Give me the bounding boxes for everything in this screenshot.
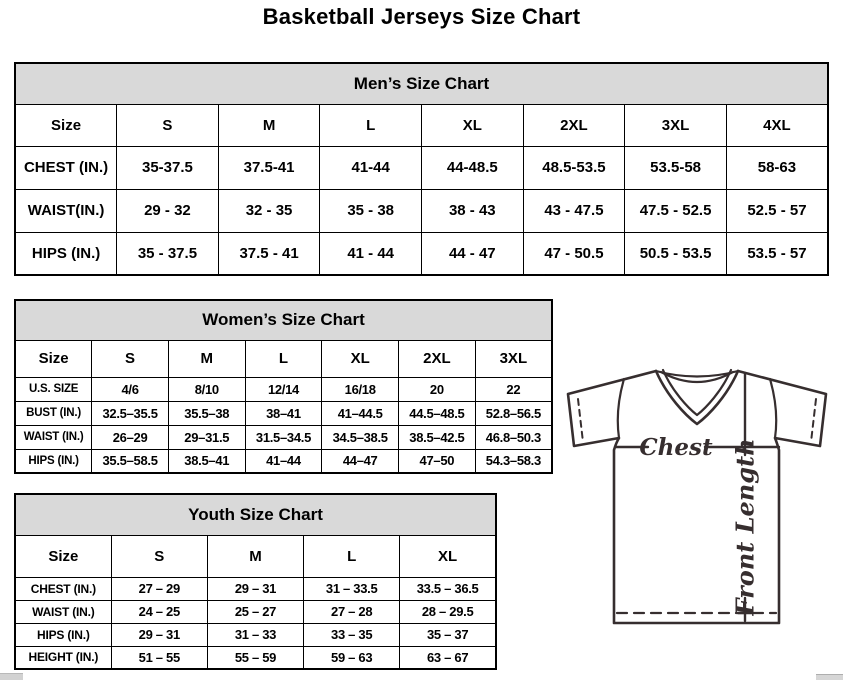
youth-column-header: L — [304, 535, 400, 577]
men-size-header: Size — [15, 104, 117, 146]
youth-cell: 28 – 29.5 — [400, 600, 496, 623]
youth-row-label: WAIST (IN.) — [15, 600, 111, 623]
men-column-header: 4XL — [726, 104, 828, 146]
men-cell: 29 - 32 — [117, 189, 219, 232]
men-cell: 53.5 - 57 — [726, 232, 828, 275]
men-cell: 35 - 38 — [320, 189, 422, 232]
women-cell: 44–47 — [322, 449, 399, 473]
women-cell: 4/6 — [92, 377, 169, 401]
mens-table-caption-row — [15, 63, 828, 104]
women-column-header: 3XL — [475, 340, 552, 377]
men-column-header: M — [218, 104, 320, 146]
womens-table-body — [15, 377, 552, 473]
women-cell: 32.5–35.5 — [92, 401, 169, 425]
youth-row-label: HEIGHT (IN.) — [15, 646, 111, 669]
men-row-label: CHEST (IN.) — [15, 146, 117, 189]
men-cell: 53.5-58 — [625, 146, 727, 189]
women-column-header: 2XL — [399, 340, 476, 377]
women-cell: 47–50 — [399, 449, 476, 473]
women-row-label: BUST (IN.) — [15, 401, 92, 425]
cuff-dashed-left — [578, 399, 583, 442]
women-cell: 29–31.5 — [168, 425, 245, 449]
women-cell: 54.3–58.3 — [475, 449, 552, 473]
women-column-header: XL — [322, 340, 399, 377]
youth-cell: 55 – 59 — [207, 646, 303, 669]
men-cell: 43 - 47.5 — [523, 189, 625, 232]
scrollbar-fragment-right[interactable] — [816, 674, 843, 680]
armhole-seam-left — [618, 379, 624, 438]
women-table-row — [15, 377, 552, 401]
chest-label: Chest — [639, 434, 713, 461]
youth-cell: 33 – 35 — [304, 623, 400, 646]
men-cell: 41 - 44 — [320, 232, 422, 275]
women-column-header: M — [168, 340, 245, 377]
youth-cell: 25 – 27 — [207, 600, 303, 623]
youth-cell: 31 – 33.5 — [304, 577, 400, 600]
mens-size-table — [14, 62, 829, 276]
men-table-row — [15, 232, 828, 275]
youth-cell: 29 – 31 — [207, 577, 303, 600]
men-cell: 58-63 — [726, 146, 828, 189]
women-cell: 38–41 — [245, 401, 322, 425]
women-row-label: U.S. SIZE — [15, 377, 92, 401]
women-cell: 26–29 — [92, 425, 169, 449]
women-cell: 38.5–41 — [168, 449, 245, 473]
youth-column-header: XL — [400, 535, 496, 577]
womens-size-table — [14, 299, 553, 474]
jersey-measurement-diagram — [555, 358, 843, 678]
women-table-row — [15, 425, 552, 449]
youth-column-header: S — [111, 535, 207, 577]
youth-table-caption-row — [15, 494, 496, 535]
women-column-header: L — [245, 340, 322, 377]
mens-table-body — [15, 146, 828, 275]
men-table-row — [15, 189, 828, 232]
youth-cell: 59 – 63 — [304, 646, 400, 669]
men-cell: 50.5 - 53.5 — [625, 232, 727, 275]
women-cell: 20 — [399, 377, 476, 401]
youth-table-row — [15, 577, 496, 600]
women-table-row — [15, 401, 552, 425]
mens-table-caption: Men’s Size Chart — [15, 63, 828, 104]
youth-cell: 63 – 67 — [400, 646, 496, 669]
page-title: Basketball Jerseys Size Chart — [262, 4, 581, 29]
men-column-header: L — [320, 104, 422, 146]
youth-row-label: HIPS (IN.) — [15, 623, 111, 646]
youth-cell: 33.5 – 36.5 — [400, 577, 496, 600]
men-cell: 35-37.5 — [117, 146, 219, 189]
women-row-label: HIPS (IN.) — [15, 449, 92, 473]
men-cell: 52.5 - 57 — [726, 189, 828, 232]
youth-table-header-row — [15, 535, 496, 577]
youth-cell: 31 – 33 — [207, 623, 303, 646]
men-cell: 41-44 — [320, 146, 422, 189]
women-cell: 31.5–34.5 — [245, 425, 322, 449]
women-cell: 8/10 — [168, 377, 245, 401]
women-cell: 35.5–58.5 — [92, 449, 169, 473]
women-cell: 46.8–50.3 — [475, 425, 552, 449]
women-size-header: Size — [15, 340, 92, 377]
men-cell: 37.5-41 — [218, 146, 320, 189]
youth-size-table — [14, 493, 497, 670]
youth-table-row — [15, 646, 496, 669]
women-table-row — [15, 449, 552, 473]
youth-table-body — [15, 577, 496, 669]
men-cell: 38 - 43 — [422, 189, 524, 232]
youth-table-row — [15, 623, 496, 646]
youth-table-row — [15, 600, 496, 623]
men-cell: 37.5 - 41 — [218, 232, 320, 275]
men-column-header: S — [117, 104, 219, 146]
women-cell: 41–44.5 — [322, 401, 399, 425]
women-row-label: WAIST (IN.) — [15, 425, 92, 449]
women-cell: 12/14 — [245, 377, 322, 401]
womens-table-caption: Women’s Size Chart — [15, 300, 552, 340]
men-cell: 47.5 - 52.5 — [625, 189, 727, 232]
womens-table-caption-row — [15, 300, 552, 340]
women-cell: 52.8–56.5 — [475, 401, 552, 425]
youth-cell: 24 – 25 — [111, 600, 207, 623]
men-cell: 47 - 50.5 — [523, 232, 625, 275]
youth-size-header: Size — [15, 535, 111, 577]
womens-table-header-row — [15, 340, 552, 377]
youth-cell: 35 – 37 — [400, 623, 496, 646]
front-length-label: Front Length — [730, 438, 760, 616]
men-column-header: XL — [422, 104, 524, 146]
women-cell: 35.5–38 — [168, 401, 245, 425]
men-cell: 32 - 35 — [218, 189, 320, 232]
armhole-seam-right — [770, 379, 776, 438]
men-column-header: 2XL — [523, 104, 625, 146]
jersey-outline — [568, 371, 826, 623]
men-cell: 44 - 47 — [422, 232, 524, 275]
women-cell: 41–44 — [245, 449, 322, 473]
youth-table-caption: Youth Size Chart — [15, 494, 496, 535]
youth-cell: 27 – 29 — [111, 577, 207, 600]
youth-cell: 27 – 28 — [304, 600, 400, 623]
men-cell: 35 - 37.5 — [117, 232, 219, 275]
men-cell: 48.5-53.5 — [523, 146, 625, 189]
cuff-dashed-right — [811, 399, 816, 442]
youth-cell: 51 – 55 — [111, 646, 207, 669]
women-cell: 16/18 — [322, 377, 399, 401]
men-table-row — [15, 146, 828, 189]
youth-column-header: M — [207, 535, 303, 577]
men-row-label: WAIST(IN.) — [15, 189, 117, 232]
women-column-header: S — [92, 340, 169, 377]
women-cell: 44.5–48.5 — [399, 401, 476, 425]
men-cell: 44-48.5 — [422, 146, 524, 189]
youth-row-label: CHEST (IN.) — [15, 577, 111, 600]
mens-table-header-row — [15, 104, 828, 146]
women-cell: 22 — [475, 377, 552, 401]
men-row-label: HIPS (IN.) — [15, 232, 117, 275]
women-cell: 38.5–42.5 — [399, 425, 476, 449]
women-cell: 34.5–38.5 — [322, 425, 399, 449]
youth-cell: 29 – 31 — [111, 623, 207, 646]
men-column-header: 3XL — [625, 104, 727, 146]
